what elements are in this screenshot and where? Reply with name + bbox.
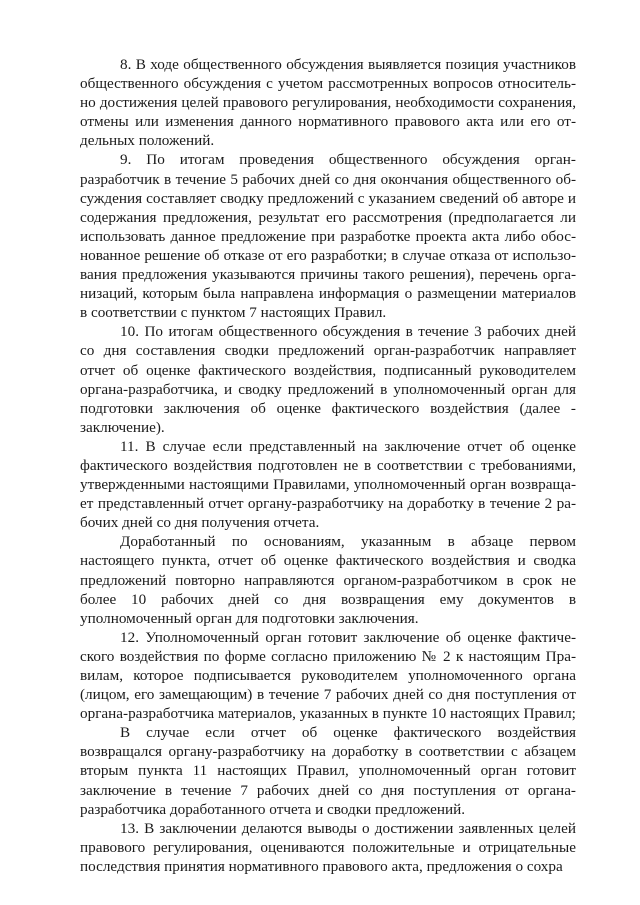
paragraph-8: 8. В ходе общественного обсуждения выявляется позиция участников общественного обсуждения с учетом рассмотренных вопросов относительно достижения целей правового регулирования, необходимости сохранения, отмены или изменения данного нормативного правового акта или его отдельных положений. [80, 56, 576, 150]
paragraph-9: 9. По итогам проведения общественного обсуждения орган-разработчик в течение 5 рабочих дней со дня окончания общественного обсуждения составляет сводку предложений с указанием сведений об авторе и содержания предложения, результат его рассмотрения (предполагается ли использовать данное предложение при разработке проекта акта либо обоснованное решение об отказе от его разработки; в случае отказа от использования предложения указываются причины такого решения), перечень организаций, которым была направлена информация о размещении материалов в соответствии с пунктом 7 настоящих Правил. [80, 151, 576, 322]
paragraph-12: 12. Уполномоченный орган готовит заключение об оценке фактического воздействия по форме согласно приложению № 2 к настоящим Правилам, которое подписывается руководителем уполномоченного органа (лицом, его замещающим) в течение 7 рабочих дней со дня поступления от органа-разработчика материалов, указанных в пункте 10 настоящих Правил; [80, 628, 576, 723]
paragraph-13: 13. В заключении делаются выводы о достижении заявленных целей правового регулирования, оцениваются положительные и отрицательные последствия принятия нормативного правового акта, предложения о сохра [80, 819, 576, 875]
document-body [80, 55, 576, 876]
paragraph-11: 11. В случае если представленный на заключение отчет об оценке фактического воздействия подготовлен не в соответствии с требованиями, утвержденными настоящими Правилами, уполномоченный орган возвращает представленный отчет органу-разработчику на доработку в течение 2 рабочих дней со дня получения отчета. [80, 437, 576, 532]
paragraph-12-returned: В случае если отчет об оценке фактического воздействия возвращался органу-разработчику на доработку в соответствии с абзацем вторым пункта 11 настоящих Правил, уполномоченный орган готовит заключение в течение 7 рабочих дней со дня поступления от органа-разработчика доработанного отчета и сводки предложений. [80, 724, 576, 818]
paragraph-10: 10. По итогам общественного обсуждения в течение 3 рабочих дней со дня составления сводки предложений орган-разработчик направляет отчет об оценке фактического воздействия, подписанный руководителем органа-разработчика, и сводку предложений в уполномоченный орган для подготовки заключения об оценке фактического воздействия (далее - заключение). [80, 323, 576, 436]
paragraph-11-revised: Доработанный по основаниям, указанным в абзаце первом настоящего пункта, отчет об оценке фактического воздействия и сводка предложений повторно направляются органом-разработчиком в срок не более 10 рабочих дней со дня возвращения ему документов в уполномоченный орган для подготовки заключения. [80, 533, 576, 627]
